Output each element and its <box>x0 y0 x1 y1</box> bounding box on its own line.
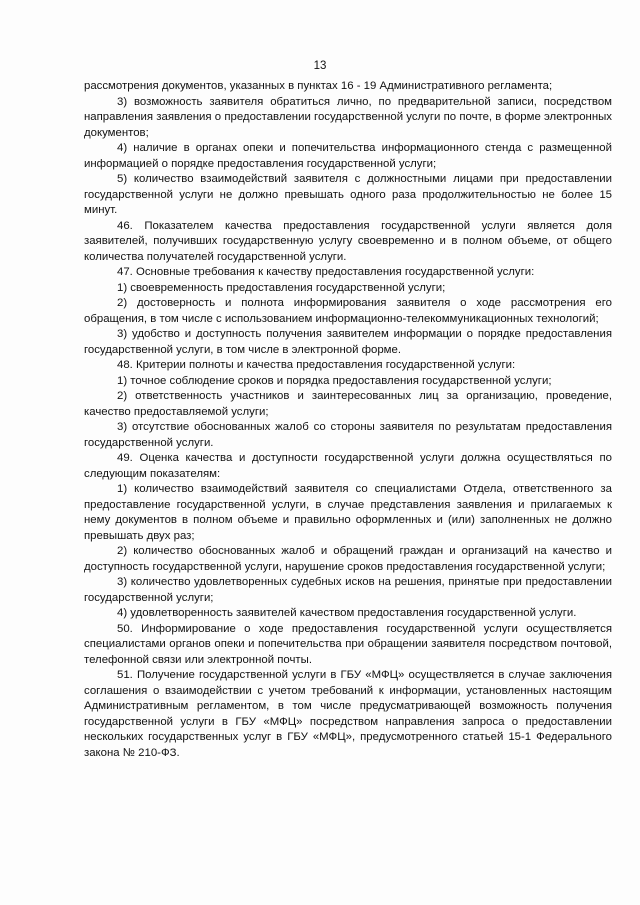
paragraph-47-item-3: 3) удобство и доступность получения заявителем информации о порядке предоставления государственной услуги, в том числе в электронной форме. <box>84 328 612 356</box>
paragraph-45-item-4: 4) наличие в органах опеки и попечительства информационного стенда с размещенной информацией о порядке предоставления государственной услуги; <box>84 142 612 170</box>
paragraph-47: 47. Основные требования к качеству предоставления государственной услуги: <box>117 266 535 278</box>
paragraph-47-item-2: 2) достоверность и полнота информирования заявителя о ходе рассмотрения его обращения, в том числе с использованием информационно-телекоммуникационных технологий; <box>84 297 612 325</box>
paragraph-continuation: рассмотрения документов, указанных в пунктах 16 - 19 Административного регламента; <box>84 80 553 92</box>
paragraph-49-item-1: 1) количество взаимодействий заявителя со специалистами Отдела, ответственного за предоставление государственной услуги, в случае представления заявления и прилагаемых к нему документов в полном объеме и правильно оформленных и (или) заполненных не должно превышать двух раз; <box>84 483 612 542</box>
paragraph-49-item-3: 3) количество удовлетворенных судебных исков на решения, принятые при предоставлении государственной услуги; <box>84 576 612 604</box>
paragraph-48-item-3: 3) отсутствие обоснованных жалоб со стороны заявителя по результатам предоставления государственной услуги. <box>84 421 612 449</box>
paragraph-48: 48. Критерии полноты и качества предоставления государственной услуги: <box>117 359 516 371</box>
paragraph-45-item-3: 3) возможность заявителя обратиться лично, по предварительной записи, посредством направления заявления о предоставлении государственной услуги по почте, в форме электронных документов; <box>84 95 612 139</box>
paragraph-49-item-4: 4) удовлетворенность заявителей качеством предоставления государственной услуги. <box>117 607 577 619</box>
paragraph-47-item-1: 1) своевременность предоставления государственной услуги; <box>117 281 446 294</box>
paragraph-49: 49. Оценка качества и доступности государственной услуги должна осуществляться по следующим показателям: <box>84 452 612 480</box>
paragraph-49-item-2: 2) количество обоснованных жалоб и обращений граждан и организаций на качество и доступность государственной услуги, нарушение сроков предоставления государственной услуги; <box>84 545 612 573</box>
paragraph-45-item-5: 5) количество взаимодействий заявителя с должностными лицами при предоставлении государственной услуги не должно превышать одного раза продолжительностью не более 15 минут. <box>84 173 612 216</box>
paragraph-50: 50. Информирование о ходе предоставления государственной услуги осуществляется специалистами органов опеки и попечительства при обращении заявителя посредством почтовой, телефонной связи или электронной почты. <box>84 622 612 666</box>
paragraph-46: 46. Показателем качества предоставления государственной услуги является доля заявителей, получивших государственную услугу своевременно и в полном объеме, от общего количества получателей государственной услуги. <box>84 219 612 263</box>
page-number: 13 <box>313 60 327 72</box>
document-body <box>84 79 612 761</box>
paragraph-51: 51. Получение государственной услуги в ГБУ «МФЦ» осуществляется в случае заключения соглашения о взаимодействии с учетом требований к информации, установленных настоящим Административным регламентом, в том числе предусматривающей возможность получения государственной услуги в ГБУ «МФЦ» посредством направления запроса о предоставлении нескольких государственных услуг в ГБУ «МФЦ», предусмотренного статьей 15-1 Федерального закона № 210-ФЗ. <box>84 669 612 759</box>
paragraph-48-item-2: 2) ответственность участников и заинтересованных лиц за организацию, проведение, качество предоставляемой услуги; <box>84 390 612 418</box>
paragraph-48-item-1: 1) точное соблюдение сроков и порядка предоставления государственной услуги; <box>117 374 552 387</box>
